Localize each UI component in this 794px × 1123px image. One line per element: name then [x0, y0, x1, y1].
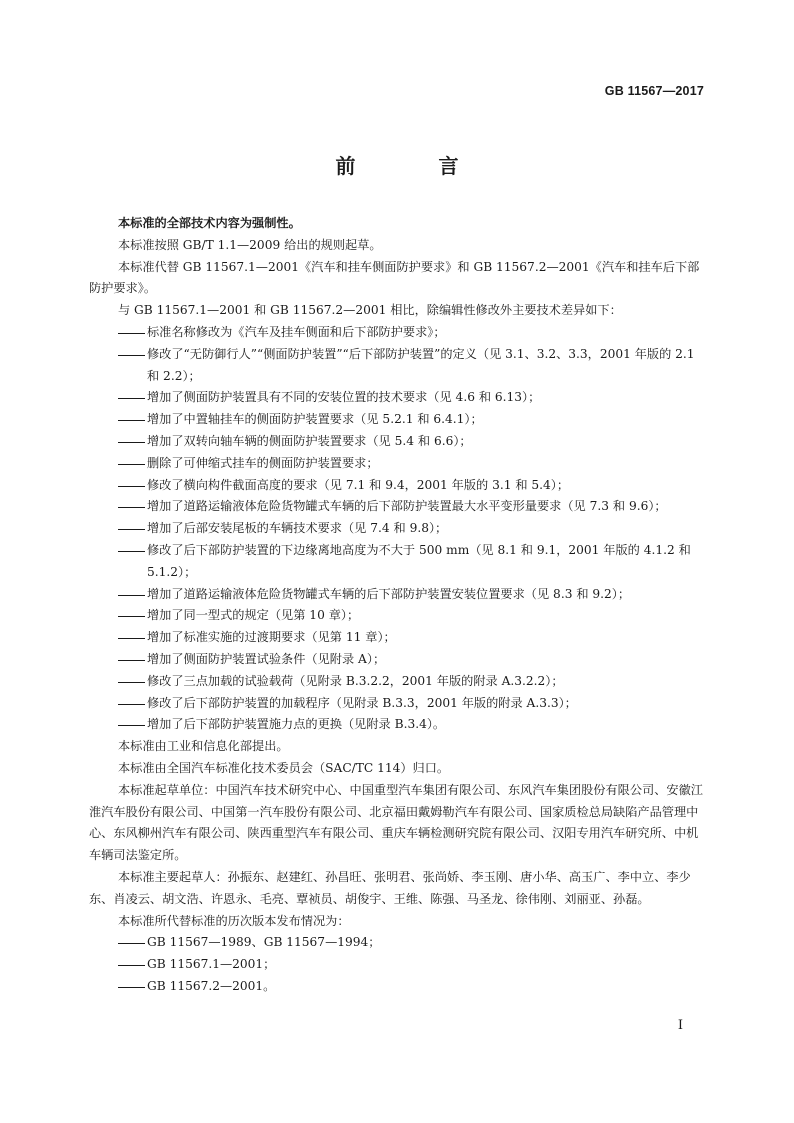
paragraph-differences-intro: 与 GB 11567.1—2001 和 GB 11567.2—2001 相比，除编辑性修改外主要技术差异如下：	[118, 303, 622, 318]
standard-code: GB 11567—2017	[604, 84, 704, 98]
preface-body	[89, 213, 707, 998]
list-item: 修改了横向构件截面高度的要求（见 7.1 和 9.4，2001 年版的 3.1 和 5.4）；	[147, 477, 570, 492]
paragraph-replaces: 本标准代替 GB 11567.1—2001《汽车和挂车侧面防护要求》和 GB 11567.2—2001《汽车和挂车后下部防护要求》。	[89, 259, 700, 296]
paragraph-history-intro: 本标准所代替标准的历次版本发布情况为：	[118, 913, 350, 928]
paragraph-mandatory: 本标准的全部技术内容为强制性。	[118, 216, 301, 230]
list-item: 修改了后下部防护装置的下边缘离地高度为不大于 500 mm（见 8.1 和 9.1，2001 年版的 4.1.2 和 5.1.2）；	[147, 542, 691, 579]
list-item: 标准名称修改为《汽车及挂车侧面和后下部防护要求》；	[147, 324, 446, 339]
paragraph-main-drafters: 本标准主要起草人：孙振东、赵建红、孙昌旺、张明君、张尚娇、李玉刚、唐小华、高玉广、李中立、李少东、肖凌云、胡文浩、许恩永、毛亮、覃祯员、胡俊宇、王维、陈强、马圣龙、徐伟刚、刘丽亚、孙磊。	[89, 869, 691, 906]
list-item: GB 11567—1989、GB 11567—1994；	[147, 935, 381, 950]
list-item: 删除了可伸缩式挂车的侧面防护装置要求；	[147, 455, 379, 470]
paragraph-proposed-by: 本标准由工业和信息化部提出。	[118, 739, 289, 754]
list-item: 修改了“无防御行人”“侧面防护装置”“后下部防护装置”的定义（见 3.1、3.2、3.3，2001 年版的 2.1 和 2.2）；	[147, 346, 695, 383]
list-item: 增加了后部安装尾板的车辆技术要求（见 7.4 和 9.8）；	[147, 521, 448, 536]
list-item: 增加了侧面防护装置具有不同的安装位置的技术要求（见 4.6 和 6.13）；	[147, 390, 541, 405]
page-number: I	[677, 1018, 683, 1033]
page-title: 前 言	[335, 154, 497, 178]
list-item: 修改了后下部防护装置的加载程序（见附录 B.3.3，2001 年版的附录 A.3.3）；	[147, 695, 577, 710]
list-item: 增加了标准实施的过渡期要求（见第 11 章）；	[147, 630, 396, 645]
list-item: 增加了双转向轴车辆的侧面防护装置要求（见 5.4 和 6.6）；	[147, 433, 472, 448]
list-item: 增加了道路运输液体危险货物罐式车辆的后下部防护装置最大水平变形量要求（见 7.3 和 9.6）；	[147, 499, 667, 514]
list-item: GB 11567.2—2001。	[147, 978, 276, 993]
list-item: GB 11567.1—2001；	[147, 957, 276, 972]
paragraph-drafting-units: 本标准起草单位：中国汽车技术研究中心、中国重型汽车集团有限公司、东风汽车集团股份有限公司、安徽江淮汽车股份有限公司、中国第一汽车股份有限公司、北京福田戴姆勒汽车有限公司、国家质检总局缺陷产品管理中心、东风柳州汽车有限公司、陕西重型汽车有限公司、重庆车辆检测研究院有限公司、汉阳专用汽车研究所、中机车辆司法鉴定所。	[89, 782, 703, 863]
list-item: 增加了后下部防护装置施力点的更换（见附录 B.3.4）。	[147, 717, 446, 732]
changes-list	[89, 322, 707, 736]
list-item: 增加了道路运输液体危险货物罐式车辆的后下部防护装置安装位置要求（见 8.3 和 9.2）；	[147, 586, 631, 601]
paragraph-under-jurisdiction: 本标准由全国汽车标准化技术委员会（SAC/TC 114）归口。	[118, 760, 450, 775]
list-item: 增加了同一型式的规定（见第 10 章）；	[147, 608, 360, 623]
list-item: 增加了侧面防护装置试验条件（见附录 A）；	[147, 651, 386, 666]
paragraph-drafting-rules: 本标准按照 GB/T 1.1—2009 给出的规则起草。	[118, 237, 382, 252]
list-item: 增加了中置轴挂车的侧面防护装置要求（见 5.2.1 和 6.4.1）；	[147, 412, 483, 427]
history-list	[89, 932, 707, 997]
list-item: 修改了三点加载的试验载荷（见附录 B.3.2.2，2001 年版的附录 A.3.2.2）；	[147, 673, 564, 688]
